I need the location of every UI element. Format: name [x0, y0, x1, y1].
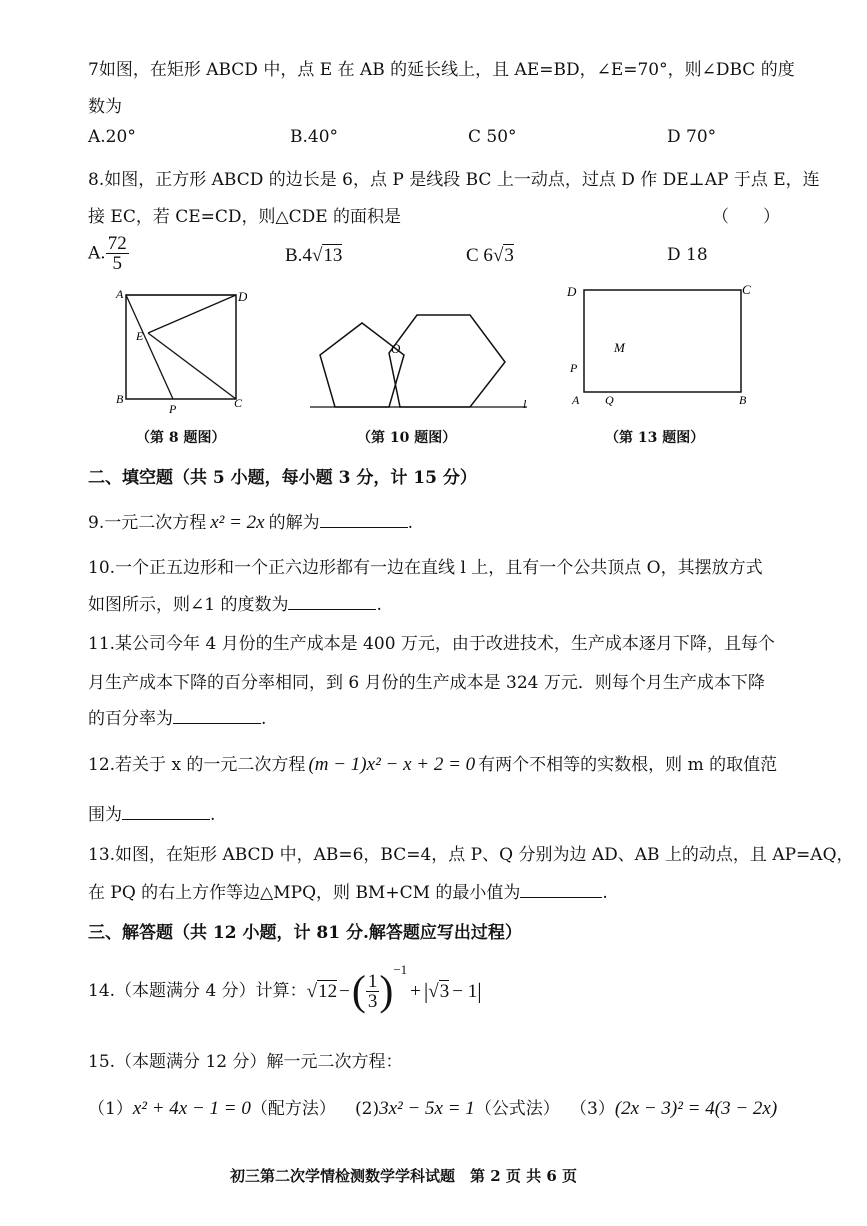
q11-line1: 11.某公司今年 4 月份的生产成本是 400 万元，由于改进技术，生产成本逐月下降，且每个 — [88, 634, 775, 654]
q15-title: 15.（本题满分 12 分）解一元二次方程： — [88, 1052, 403, 1072]
q9-equation: x² = 2x — [210, 512, 265, 533]
fig8-square — [126, 295, 236, 399]
q14-abs-rad: 3 — [439, 981, 450, 1002]
fig13-rectangle — [584, 290, 741, 392]
fig13-label-m: M — [614, 340, 625, 355]
q12-line2-wrap — [88, 800, 215, 825]
q9-suffix: 的解为 — [268, 513, 320, 533]
q15-part2 — [355, 1094, 560, 1120]
q7-option-c: C 50° — [468, 127, 517, 147]
q14-abs-tail: − 1 — [452, 981, 478, 1002]
q15-part1-equation: x² + 4x − 1 = 0 — [132, 1098, 251, 1119]
q7-line2: 数为 — [88, 97, 122, 117]
q8-option-a-num: 72 — [107, 233, 127, 254]
figure-q10-caption: （第 10 题图） — [357, 430, 457, 446]
page-footer: 初三第二次学情检测数学学科试题 第 2 页 共 6 页 — [230, 1167, 577, 1185]
q14-frac-num: 1 — [367, 971, 378, 992]
q14-paren-close: ) — [379, 968, 394, 1015]
figure-q13 — [562, 280, 762, 415]
figure-q8 — [112, 283, 247, 418]
figure-q10 — [305, 305, 535, 417]
fig13-label-q: Q — [605, 393, 614, 407]
section-fill-in-heading: 二、填空题（共 5 小题，每小题 3 分，计 15 分） — [88, 468, 477, 488]
q11-line2: 月生产成本下降的百分率相同，到 6 月份的生产成本是 324 万元．则每个月生产成本下降 — [88, 673, 765, 693]
fig10-hexagon — [389, 315, 505, 407]
fig8-label-d: D — [238, 289, 247, 304]
q12-equation: (m − 1)x² − x + 2 = 0 — [308, 754, 476, 775]
q14-prefix: 14.（本题满分 4 分）计算： — [88, 981, 307, 1001]
q13-answer-blank[interactable] — [520, 879, 602, 898]
q12-answer-blank[interactable] — [122, 801, 210, 820]
fig10-label-l: l — [523, 397, 527, 411]
q8-option-a-den: 5 — [112, 253, 122, 274]
fig13-label-c: C — [742, 282, 751, 297]
q8-option-b-prefix: B.4 — [285, 245, 312, 266]
q12-end: . — [210, 805, 216, 825]
q9-prefix: 9.一元二次方程 — [88, 513, 207, 533]
q11-line3: 的百分率为 — [88, 709, 173, 729]
q15-part1-label: （1） — [88, 1099, 133, 1119]
q15-part1 — [88, 1094, 336, 1120]
q10-line2-wrap — [88, 590, 382, 615]
q14-sqrt12: √12 — [306, 981, 338, 1002]
q8-option-b-radicand: 13 — [323, 245, 343, 266]
fig8-line-de — [148, 295, 236, 333]
q15-part1-method: （配方法） — [250, 1099, 336, 1119]
q9 — [88, 508, 413, 534]
q15-part2-label: (2) — [355, 1099, 380, 1119]
q14-paren-open: ( — [351, 968, 366, 1015]
q9-end: . — [407, 513, 414, 533]
figure-q8-caption: （第 8 题图） — [136, 430, 226, 446]
q15-part3-equation: (2x − 3)² = 4(3 − 2x) — [614, 1098, 778, 1119]
q8-option-c-radicand: 3 — [504, 245, 514, 266]
q14-plus: + — [410, 981, 421, 1002]
fig13-label-p: P — [570, 361, 578, 375]
q10-end: . — [376, 595, 382, 615]
q8-option-a — [88, 234, 129, 273]
section-solutions-heading: 三、解答题（共 12 小题，计 81 分.解答题应写出过程） — [88, 923, 522, 943]
q11-answer-blank[interactable] — [173, 705, 261, 724]
q15-part3 — [570, 1094, 777, 1120]
q14-abs-close: | — [477, 978, 482, 1004]
q15-part2-equation: 3x² − 5x = 1 — [379, 1098, 475, 1119]
q9-answer-blank[interactable] — [320, 509, 408, 528]
figure-q13-caption: （第 13 题图） — [605, 430, 705, 446]
q14-sqrt3: √3 — [428, 981, 450, 1002]
fig10-label-o: O — [391, 341, 401, 356]
q10-line2: 如图所示，则∠1 的度数为 — [88, 595, 289, 615]
fig13-label-d: D — [567, 284, 577, 299]
q8-option-b: B.4√13 — [285, 245, 343, 266]
q12-suffix: 有两个不相等的实数根，则 m 的取值范 — [478, 755, 778, 775]
q12-line2: 围为 — [88, 805, 122, 825]
q10-answer-blank[interactable] — [288, 591, 376, 610]
q11-end: . — [261, 709, 267, 729]
q11-line3-wrap — [88, 704, 266, 729]
fig8-label-p: P — [169, 402, 177, 416]
q10-line1: 10.一个正五边形和一个正六边形都有一边在直线 l 上，且有一个公共顶点 O，其摆放方式 — [88, 558, 763, 578]
q8-line2: 接 EC，若 CE=CD，则△CDE 的面积是 — [88, 207, 402, 227]
q8-option-c: C 6√3 — [466, 245, 514, 266]
q8-option-a-prefix: A. — [88, 243, 106, 264]
fig8-label-a: A — [116, 287, 124, 301]
fig13-label-b: B — [739, 393, 747, 407]
q8-answer-paren: （ ） — [712, 207, 780, 227]
q14-abs-open: | — [423, 978, 429, 1004]
fig13-label-a: A — [572, 393, 580, 407]
q8-line1: 8.如图，正方形 ABCD 的边长是 6，点 P 是线段 BC 上一动点，过点 D 作 DE⊥AP 于点 E，连 — [88, 170, 820, 190]
q8-option-a-fraction — [106, 234, 129, 273]
q7-option-d: D 70° — [667, 127, 717, 147]
q13-line2-wrap — [88, 878, 608, 903]
q14 — [88, 963, 482, 1013]
q7-line1: 7如图，在矩形 ABCD 中，点 E 在 AB 的延长线上，且 AE=BD，∠E=70°，则∠DBC 的度 — [88, 60, 795, 80]
q12-prefix: 12.若关于 x 的一元二次方程 — [88, 755, 306, 775]
fig8-line-ec — [148, 333, 236, 399]
q7-option-b: B.40° — [290, 127, 339, 147]
q13-line1: 13.如图，在矩形 ABCD 中，AB=6，BC=4，点 P、Q 分别为边 AD、AB 上的动点，且 AP=AQ， — [88, 845, 854, 865]
fig8-label-c: C — [234, 396, 243, 410]
fig8-label-e: E — [136, 329, 144, 343]
q7-option-a: A.20° — [88, 127, 136, 147]
q13-end: . — [602, 883, 608, 903]
q8-option-c-prefix: C 6 — [466, 245, 493, 266]
fig8-label-b: B — [116, 392, 124, 406]
q14-frac-den: 3 — [367, 991, 378, 1012]
q15-part3-label: （3） — [570, 1099, 615, 1119]
q8-option-d: D 18 — [667, 245, 708, 265]
q13-line2: 在 PQ 的右上方作等边△MPQ，则 BM+CM 的最小值为 — [88, 883, 521, 903]
q14-exponent: −1 — [393, 962, 408, 977]
q14-minus: − — [339, 981, 350, 1002]
q14-rad1: 12 — [318, 981, 338, 1002]
q12-line1 — [88, 750, 777, 776]
q15-part2-method: （公式法） — [474, 1099, 560, 1119]
q14-fraction — [366, 972, 380, 1011]
